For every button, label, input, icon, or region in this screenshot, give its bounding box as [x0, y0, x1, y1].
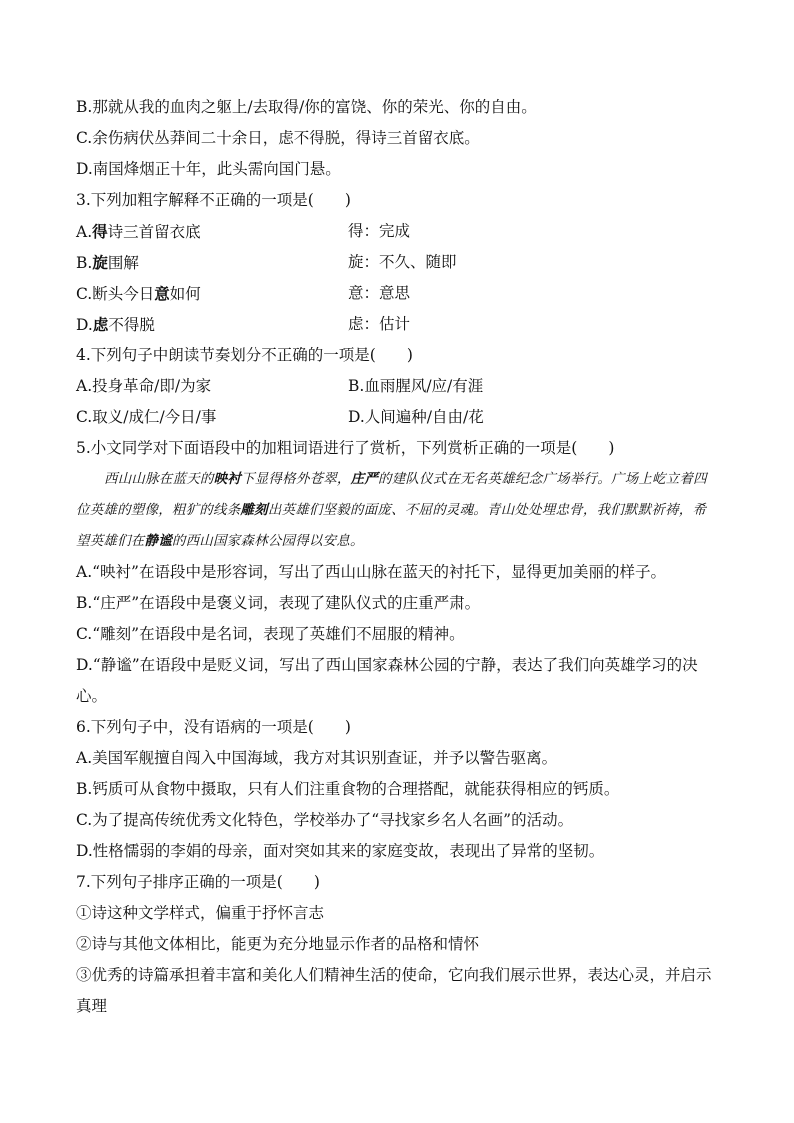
- q4-row-1: A.投身革命/即/为家 B.血雨腥风/应/有涯: [76, 377, 484, 395]
- question-5-title: 5.小文同学对下面语段中的加粗词语进行了赏析，下列赏析正确的一项是( ): [76, 439, 615, 457]
- q6-option-c: C.为了提高传统优秀文化特色，学校举办了“寻找家乡名人名画”的活动。: [76, 811, 574, 829]
- q3-option-d: D.虑不得脱 虑：估计: [76, 315, 411, 334]
- q6-option-b: B.钙质可从食物中摄取，只有人们注重食物的合理搭配，就能获得相应的钙质。: [76, 780, 620, 798]
- q5-option-c: C.“雕刻”在语段中是名词，表现了英雄们不屈服的精神。: [76, 625, 465, 643]
- q7-item-3: ③优秀的诗篇承担着丰富和美化人们精神生活的使命，它向我们展示世界，表达心灵，并启示真理: [76, 966, 712, 1015]
- q4-row-2: C.取义/成仁/今日/事 D.人间遍种/自由/花: [76, 408, 484, 426]
- q5-option-b: B.“庄严”在语段中是褒义词，表现了建队仪式的庄重严肃。: [76, 594, 481, 612]
- question-7-title: 7.下列句子排序正确的一项是( ): [76, 873, 320, 891]
- option-c-line: C.余伤病伏丛莽间二十余日，虑不得脱，得诗三首留衣底。: [76, 129, 480, 147]
- q5-option-a: A.“映衬”在语段中是形容词，写出了西山山脉在蓝天的衬托下，显得更加美丽的样子。: [76, 563, 666, 581]
- document-page: [76, 92, 716, 1022]
- q5-option-d: D.“静谧”在语段中是贬义词，写出了西山国家森林公园的宁静，表达了我们向英雄学习的决心。: [76, 656, 698, 705]
- q6-option-a: A.美国军舰擅自闯入中国海域，我方对其识别查证，并予以警告驱离。: [76, 749, 558, 767]
- question-6-title: 6.下列句子中，没有语病的一项是( ): [76, 718, 351, 736]
- q3-option-b: B.旋围解 旋：不久、随即: [76, 253, 457, 272]
- q6-option-d: D.性格懦弱的李娟的母亲，面对突如其来的家庭变故，表现出了异常的坚韧。: [76, 842, 605, 860]
- question-4-title: 4.下列句子中朗读节奏划分不正确的一项是( ): [76, 346, 413, 364]
- q7-item-2: ②诗与其他文体相比，能更为充分地显示作者的品格和情怀: [76, 935, 480, 953]
- question-3-title: 3.下列加粗字解释不正确的一项是( ): [76, 191, 351, 209]
- q3-option-a: A.得诗三首留衣底 得：完成: [76, 222, 411, 241]
- q7-item-1: ①诗这种文学样式，偏重于抒怀言志: [76, 904, 325, 922]
- option-d-line: D.南国烽烟正十年，此头需向国门悬。: [76, 160, 341, 178]
- option-b-line: B.那就从我的血肉之躯上/去取得/你的富饶、你的荣光、你的自由。: [76, 98, 537, 116]
- q5-passage: 西山山脉在蓝天的映衬下显得格外苍翠，庄严的建队仪式在无名英雄纪念广场举行。广场上屹立着四位英雄的塑像，粗犷的线条雕刻出英雄们坚毅的面庞、不屈的灵魂。青山处处埋忠骨，我们默默祈祷，希望英雄们在静谧的西山国家森林公园得以安息。: [76, 471, 707, 549]
- q3-option-c: C.断头今日意如何 意：意思: [76, 284, 411, 303]
